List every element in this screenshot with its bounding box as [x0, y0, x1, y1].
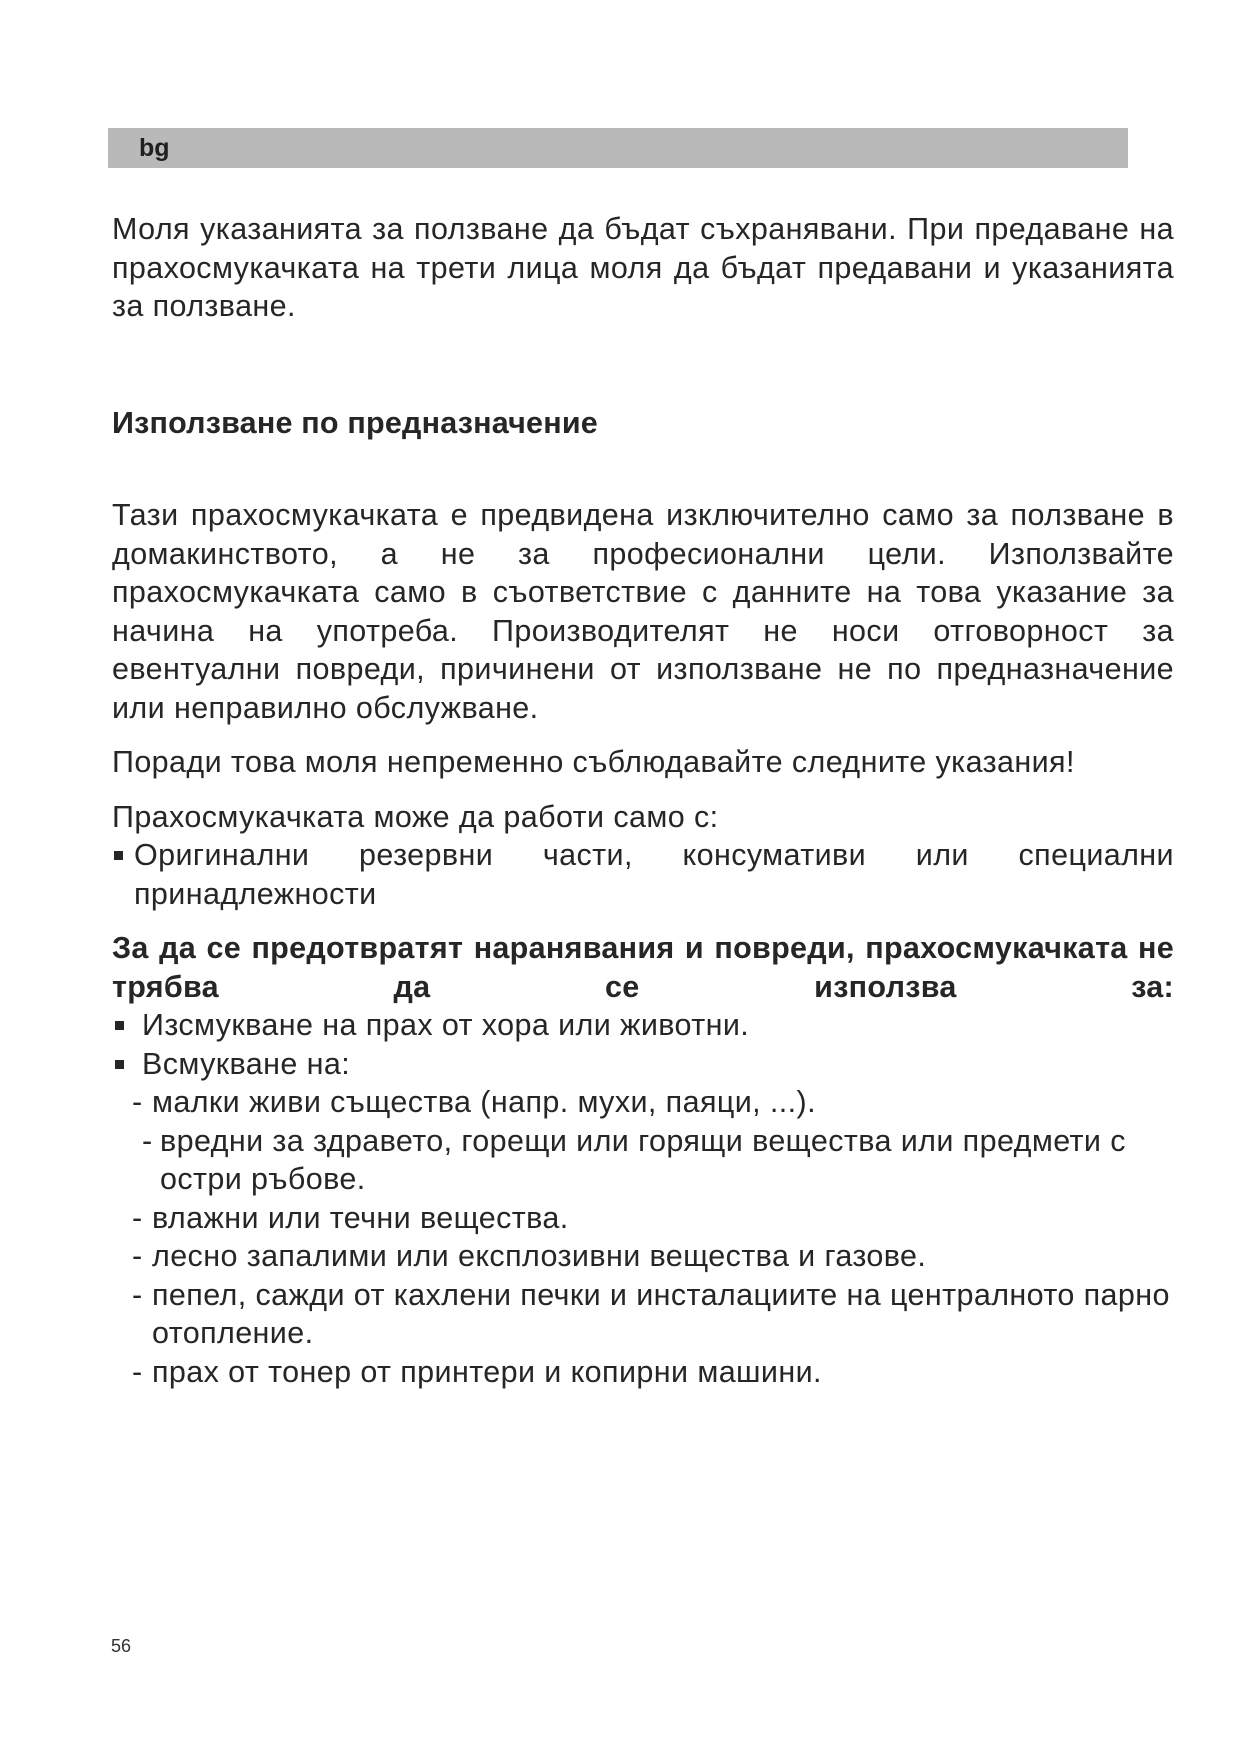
section-title: Използване по предназначение — [112, 405, 598, 440]
suction-sublist — [132, 1083, 1174, 1391]
sublist-item-text: вредни за здравето, горещи или горящи вещества или предмети с остри ръбове. — [160, 1123, 1126, 1196]
warning-heading: За да се предотвратят наранявания и повреди, прахосмукачката не трябва да се използва за: — [112, 931, 1174, 1004]
list-item: Оригинални резервни части, консумативи или специални принадлежности — [112, 836, 1174, 913]
sublist-item — [132, 1083, 1174, 1122]
sublist-item — [132, 1237, 1174, 1276]
dash-marker: - — [132, 1277, 143, 1312]
sublist-item — [132, 1353, 1174, 1392]
dash-marker: - — [132, 1239, 143, 1273]
language-header-bar — [108, 128, 1128, 168]
page-number: 56 — [111, 1636, 132, 1656]
allowed-list — [112, 836, 1174, 913]
page-content — [112, 210, 1174, 1391]
prohibited-list — [112, 1006, 1174, 1083]
sublist-item-text: прах от тонер от принтери и копирни машини. — [152, 1354, 822, 1389]
sublist-item — [132, 1199, 1174, 1238]
list-item: Изсмукване на прах от хора или животни. — [112, 1006, 1174, 1045]
notice-paragraph: Поради това моля непременно съблюдавайте следните указания! — [112, 745, 1075, 779]
language-code: bg — [139, 134, 170, 162]
allowed-intro: Прахосмукачката може да работи само с: — [112, 799, 719, 834]
intro-paragraph: Моля указанията за ползване да бъдат съхранявани. При предаване на прахосмукачката на трети лица моля да бъдат предавани и указанията за ползване. — [112, 212, 1174, 323]
sublist-item-text: пепел, сажди от кахлени печки и инсталациите на централното парно отопление. — [152, 1277, 1170, 1350]
sublist-item-text: влажни или течни вещества. — [152, 1200, 569, 1235]
sublist-item — [142, 1122, 1174, 1199]
dash-marker: - — [132, 1085, 143, 1119]
dash-marker: - — [132, 1354, 143, 1389]
list-item: Всмукване на: — [112, 1045, 1174, 1084]
sublist-item — [132, 1276, 1174, 1353]
sublist-item-text: малки живи същества (напр. мухи, паяци, ...). — [152, 1085, 816, 1119]
dash-marker: - — [142, 1123, 153, 1158]
usage-paragraph: Тази прахосмукачката е предвидена изключително само за ползване в домакинството, а не за професионални цели. Използвайте прахосмукачката само в съответствие с данните на това указание за начина на употреба. Производителят не носи отговорност за евентуални повреди, причинени от използване не по предназначение или неправилно обслужване. — [112, 498, 1174, 725]
dash-marker: - — [132, 1200, 143, 1235]
sublist-item-text: лесно запалими или експлозивни вещества и газове. — [152, 1239, 927, 1273]
